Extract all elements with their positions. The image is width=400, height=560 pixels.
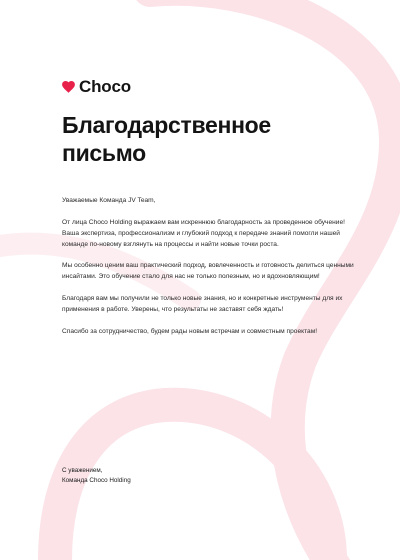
greeting: Уважаемые Команда JV Team, (62, 197, 156, 204)
letter-body (62, 196, 362, 349)
paragraph-2: Мы особенно ценим ваш практический подход, вовлеченность и готовность делиться ценными инсайтами. Это обучение стало для нас не только полезным, но и вдохновляющим! (62, 262, 354, 281)
logo-text: Choco (79, 77, 131, 96)
page-title: Благодарственное письмо (62, 112, 271, 166)
signature-name: Команда Choco Holding (62, 477, 131, 484)
signature (62, 466, 131, 486)
heart-icon (62, 81, 75, 93)
paragraph-4: Спасибо за сотрудничество, будем рады новым встречам и совместным проектам! (62, 327, 318, 335)
paragraph-1: От лица Choco Holding выражаем вам искреннюю благодарность за проведенное обучение! Ваша экспертиза, профессионализм и глубокий подход к передаче знаний помогли нашей команде по-новому взглянуть на процессы и найти новые точки роста. (62, 218, 345, 248)
choco-logo (62, 78, 131, 95)
signature-closing: С уважением, (62, 467, 103, 474)
paragraph-3: Благодаря вам мы получили не только новые знания, но и конкретные инструменты для их применения в работе. Уверены, что результаты не заставят себя ждать! (62, 295, 343, 314)
